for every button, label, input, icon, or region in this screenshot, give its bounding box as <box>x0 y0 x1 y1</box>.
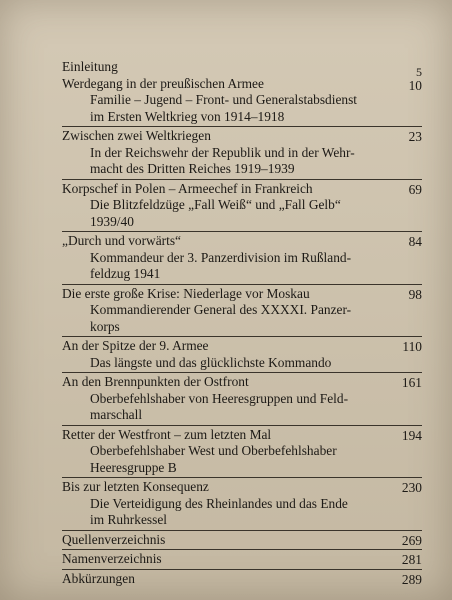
toc-entry-title: An der Spitze der 9. Armee <box>62 338 209 353</box>
toc-entry-title: Retter der Westfront – zum letzten Mal <box>62 426 272 442</box>
toc-entry-page: 98 <box>408 286 422 302</box>
toc-entry-title: An den Brennpunkten der Ostfront <box>62 374 249 389</box>
toc-entry-subtitle: Oberbefehlshaber von Heeresgruppen und Feld- <box>90 390 349 406</box>
toc-entry-subtitle: Die Blitzfeldzüge „Fall Weiß“ und „Fall Gelb“ <box>90 197 341 212</box>
toc-entry-subtitle: macht des Dritten Reiches 1919–1939 <box>90 161 295 176</box>
toc-entry-subtitle: Familie – Jugend – Front- und Generalstabsdienst <box>90 92 358 107</box>
toc-entry-subtitle: im Ersten Weltkrieg von 1914–1918 <box>90 108 285 124</box>
toc-entry-title: Quellenverzeichnis <box>62 531 166 547</box>
toc-entry-subtitle: Die Verteidigung des Rheinlandes und das Ende <box>90 495 348 511</box>
toc-entry <box>62 372 422 424</box>
toc-entry-subtitle: 1939/40 <box>90 213 134 229</box>
toc-entry-subtitle: In der Reichswehr der Republik und in der Wehr- <box>90 144 355 160</box>
toc-entry <box>62 179 422 231</box>
toc-entry <box>62 126 422 178</box>
toc-entry-page: 69 <box>408 181 422 197</box>
toc-entry-page: 194 <box>401 427 422 443</box>
toc-entry <box>62 336 422 371</box>
toc-entry-subtitle: im Ruhrkessel <box>90 512 167 527</box>
toc-entry-page: 110 <box>402 339 422 354</box>
toc-entry-subtitle: Das längste und das glücklichste Kommando <box>90 354 332 370</box>
toc-entry-page: 230 <box>401 480 422 495</box>
toc-entry-title: Werdegang in der preußischen Armee <box>62 75 264 91</box>
toc-entry-subtitle: marschall <box>90 407 143 422</box>
toc-entry <box>62 59 422 79</box>
toc-entry-subtitle: feldzug 1941 <box>90 266 161 281</box>
toc-entry <box>62 76 422 126</box>
toc-entry-title: Abkürzungen <box>62 570 135 586</box>
toc-entry-title: Korpschef in Polen – Armeechef in Frankreich <box>62 180 313 196</box>
toc-entry-title: Einleitung <box>62 59 118 74</box>
toc-entry-subtitle: Heeresgruppe B <box>90 459 177 475</box>
toc-entry-page: 269 <box>401 532 422 548</box>
toc-entry-title: Bis zur letzten Konsequenz <box>62 479 209 494</box>
toc-entry <box>62 231 422 283</box>
toc-entry-title: Zwischen zwei Weltkriegen <box>62 128 211 143</box>
toc-entry-subtitle: Kommandeur der 3. Panzerdivision im Rußland- <box>90 249 352 265</box>
toc-entry-page: 5 <box>416 65 422 79</box>
toc-entry-page: 10 <box>408 77 422 93</box>
toc-entry-page: 84 <box>408 234 422 249</box>
table-of-contents <box>62 59 422 587</box>
toc-entry-title: Die erste große Krise: Niederlage vor Moskau <box>62 285 310 301</box>
toc-entry-subtitle: Kommandierender General des XXXXI. Panzer- <box>90 302 352 317</box>
toc-entry <box>62 477 422 529</box>
toc-entry <box>62 530 422 549</box>
toc-entry <box>62 425 422 477</box>
toc-entry <box>62 569 422 588</box>
toc-entry-page: 289 <box>401 571 422 587</box>
toc-entry-title: „Durch und vorwärts“ <box>62 233 181 248</box>
toc-entry-page: 281 <box>401 552 422 567</box>
toc-entry <box>62 284 422 336</box>
toc-entry-subtitle: Oberbefehlshaber West und Oberbefehlshaber <box>90 443 337 458</box>
toc-entry-subtitle: korps <box>90 318 120 334</box>
toc-entry-title: Namenverzeichnis <box>62 551 162 566</box>
toc-entry-page: 161 <box>401 375 422 390</box>
toc-entry <box>62 549 422 568</box>
toc-entry-page: 23 <box>408 129 422 144</box>
